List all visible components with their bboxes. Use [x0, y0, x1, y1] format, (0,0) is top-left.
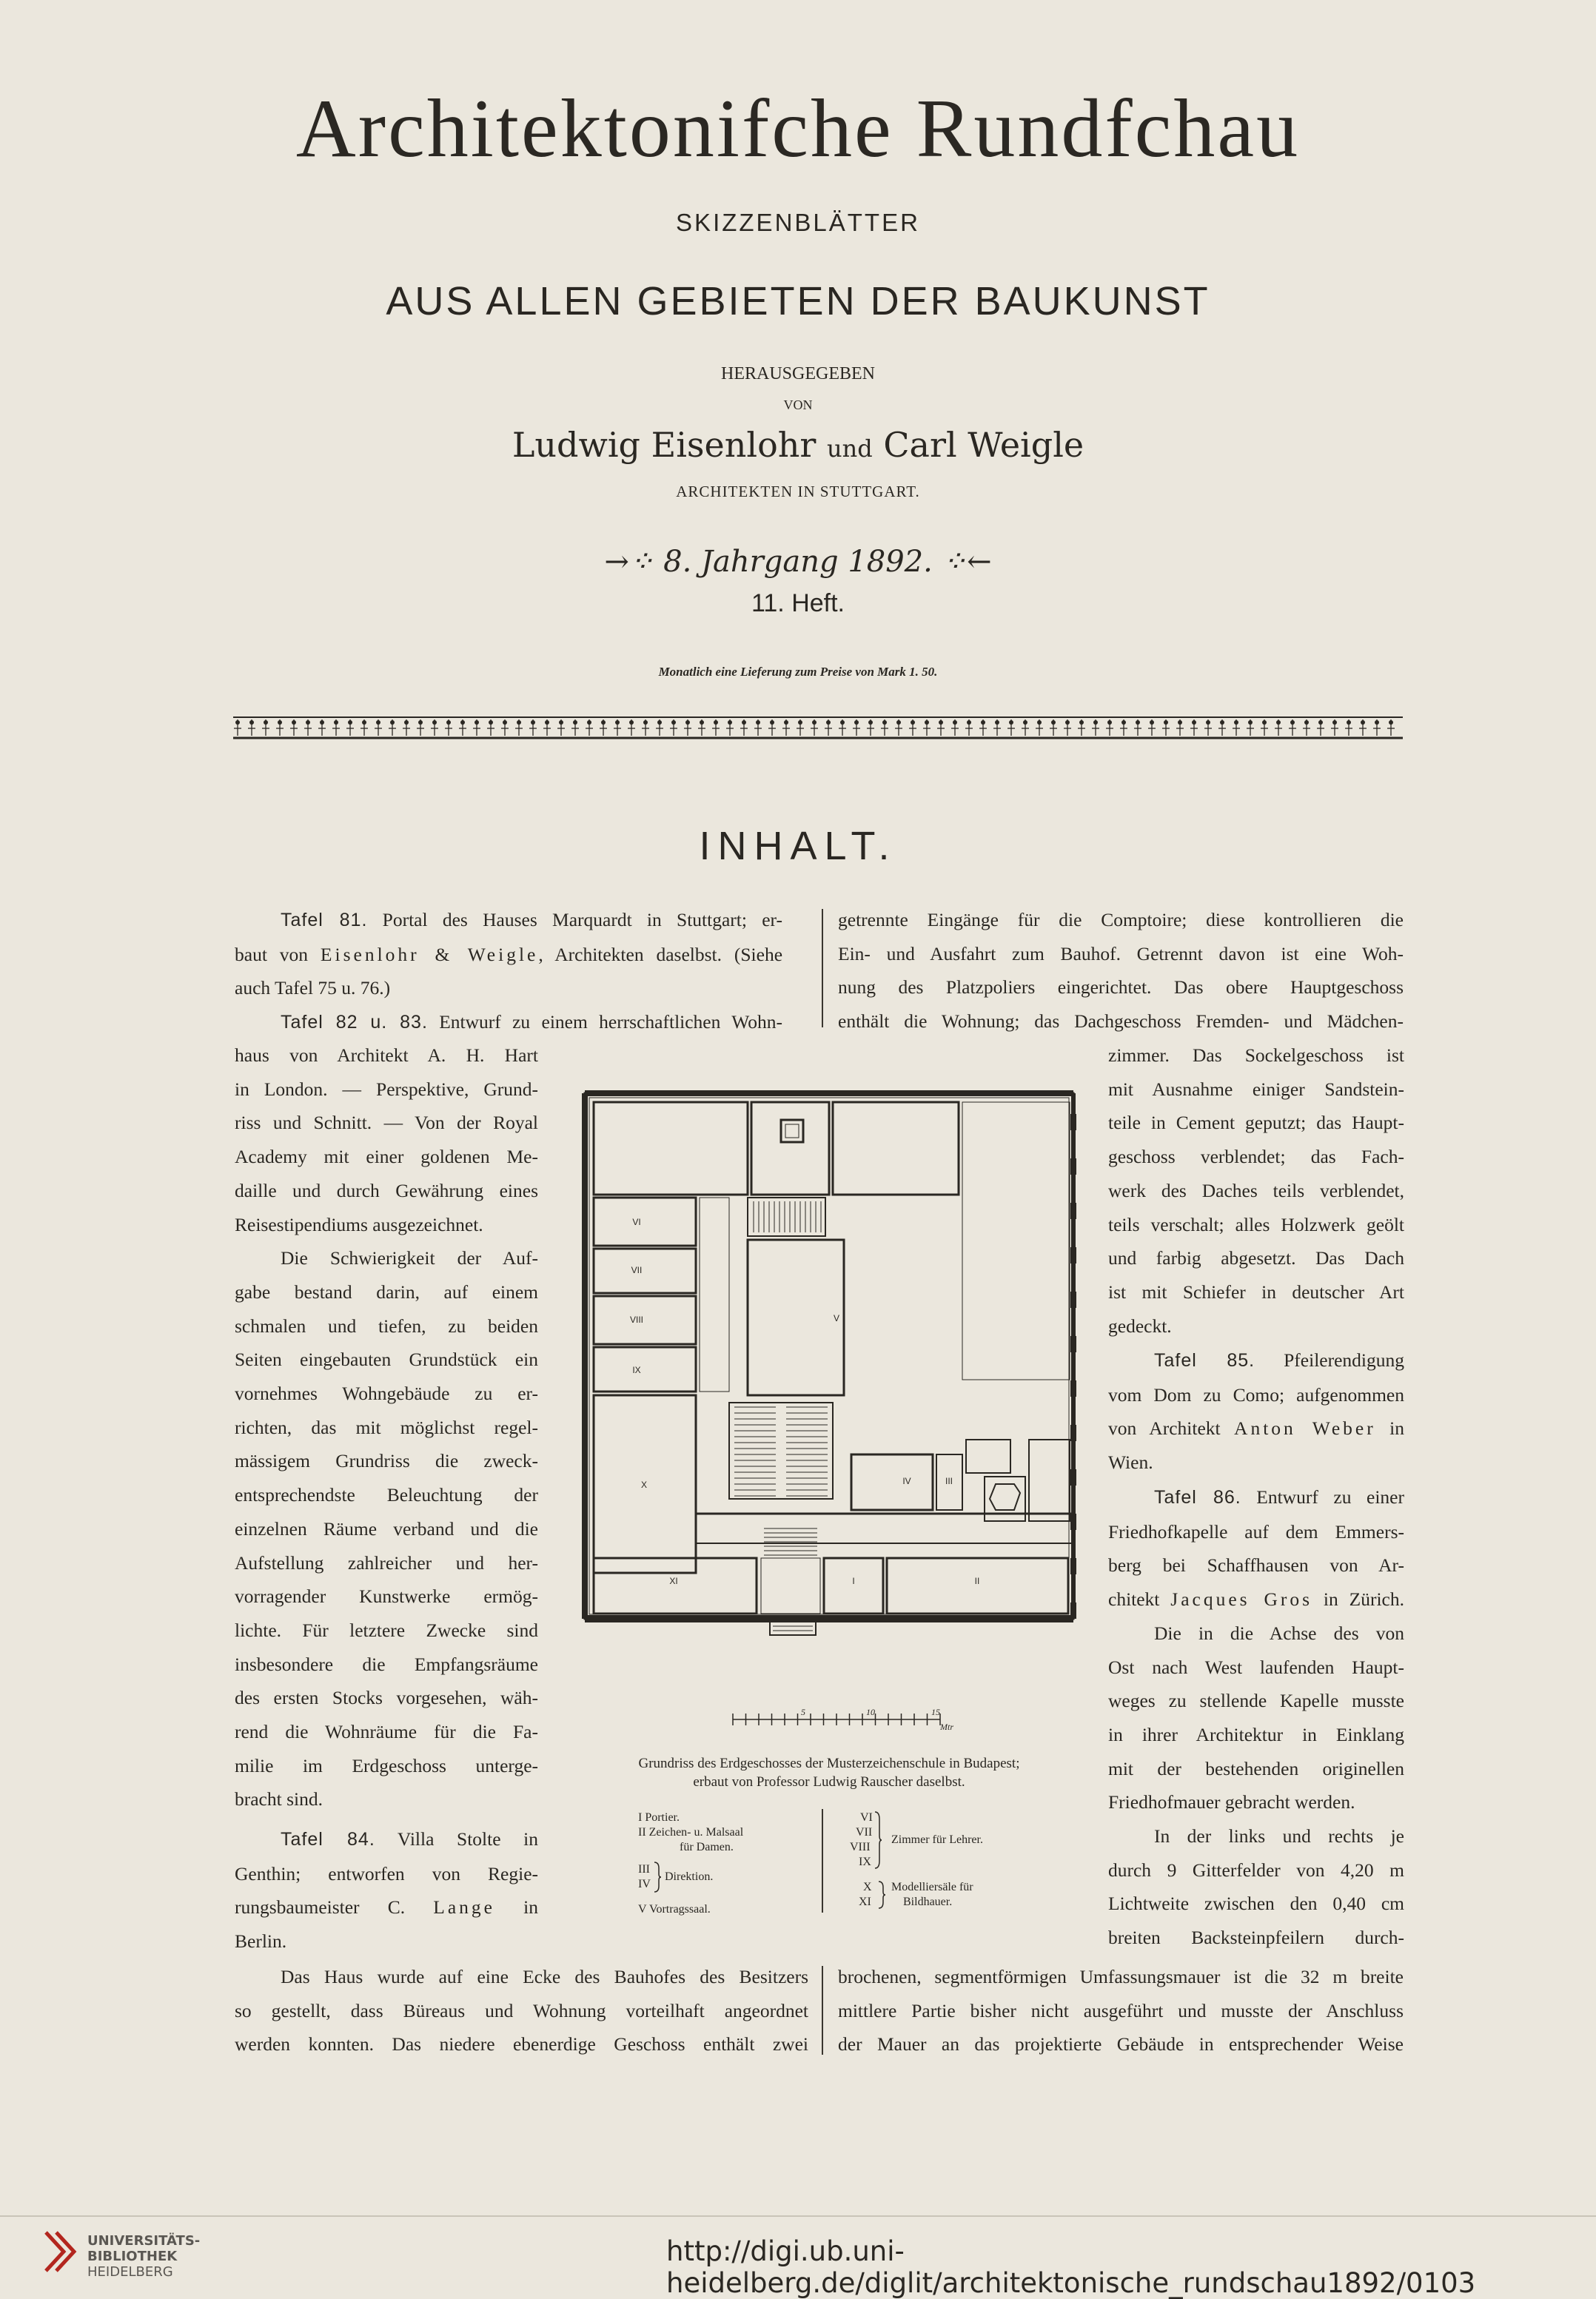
- border-ornament: [1192, 720, 1196, 725]
- border-ornament: [278, 720, 282, 725]
- legend-item-viii: VIII: [850, 1841, 871, 1853]
- window-mark: [1070, 1158, 1076, 1175]
- tafel-85-label: Tafel 85.: [1154, 1350, 1255, 1371]
- brace-icon: [877, 1880, 886, 1910]
- text-line: mit der bestehenden originellen: [1108, 1757, 1404, 1779]
- border-ornament: [446, 720, 451, 725]
- tafel-85-architect: Anton Weber: [1234, 1417, 1376, 1440]
- text-line: Das Haus wurde auf eine Ecke des Bauhofes des Besitzers: [281, 1966, 808, 1987]
- window-mark: [1070, 1336, 1076, 1352]
- border-ornament: [1206, 720, 1210, 725]
- text-line: mit Ausnahme einiger Sandstein-: [1108, 1078, 1404, 1100]
- text-line: lichte. Für letztere Zwecke sind: [235, 1619, 538, 1641]
- border-ornament: [1023, 720, 1027, 725]
- brace-icon: [874, 1810, 882, 1870]
- border-ornament: [362, 720, 366, 725]
- scale-label-15: 15: [931, 1707, 940, 1717]
- border-ornament: [1318, 720, 1323, 725]
- legend-item-iii: III: [638, 1863, 650, 1876]
- text-line: durch 9 Gitterfelder von 4,20 m: [1108, 1859, 1404, 1881]
- legend-bildhauer: Bildhauer.: [903, 1896, 953, 1908]
- border-ornament: [925, 720, 929, 725]
- contents-right-wrap: [1108, 1038, 1404, 1343]
- tafel-81-text-c: , Architekten daselbst. (Siehe: [538, 943, 783, 965]
- border-ornament: [939, 720, 943, 725]
- border-ornament: [390, 720, 395, 725]
- editor-eisenlohr: Ludwig Eisenlohr: [512, 425, 817, 465]
- border-ornament: [1234, 720, 1238, 725]
- border-ornament: [573, 720, 577, 725]
- border-ornament: [306, 720, 310, 725]
- contents-right-top: [838, 903, 1404, 1038]
- text-line: der Mauer an das projektierte Gebäude in entsprechender Weise: [838, 2033, 1404, 2055]
- border-ornament: [756, 720, 760, 725]
- window-mark: [985, 1616, 1004, 1622]
- border-ornament: [714, 720, 718, 725]
- text-line: werden konnten. Das niedere ebenerdige Geschoss enthält zwei: [235, 2033, 808, 2055]
- room-label-v: V: [833, 1313, 840, 1323]
- text-line: gedeckt.: [1108, 1315, 1172, 1337]
- border-ornament: [545, 720, 549, 725]
- text-line: daille und durch Gewährung eines: [235, 1179, 538, 1201]
- border-ornament: [798, 720, 802, 725]
- border-ornament: [1276, 720, 1281, 725]
- room-label-xi: XI: [669, 1576, 678, 1586]
- tafel-85-text-c2: in: [1375, 1417, 1404, 1440]
- library-name: [87, 2233, 200, 2280]
- volume-year: [0, 545, 1596, 579]
- text-line: weges zu stellende Kapelle musste: [1108, 1690, 1404, 1712]
- text-line: breiten Backsteinpfeilern durch-: [1108, 1927, 1404, 1949]
- tafel-85-text-c: von Architekt: [1108, 1417, 1235, 1440]
- text-line: schmalen und tiefen, zu beiden: [235, 1315, 538, 1337]
- caption-line-2: erbaut von Professor Ludwig Rauscher daselbst.: [693, 1774, 965, 1790]
- library-name-line: UNIVERSITÄTS-: [87, 2233, 201, 2249]
- legend-item-i: I Portier.: [638, 1811, 680, 1824]
- footer-divider: [0, 2215, 1596, 2217]
- window-mark: [1070, 1380, 1076, 1397]
- contents-right-bottom: [838, 1960, 1404, 2061]
- text-line: entsprechendste Beleuchtung der: [235, 1484, 538, 1506]
- border-ornament: [601, 720, 606, 725]
- figure-caption: [548, 1754, 1110, 1791]
- window-mark: [582, 1425, 588, 1441]
- tafel-84-label: Tafel 84.: [281, 1829, 375, 1850]
- ornament-left-icon: →⁘: [604, 545, 664, 579]
- contents-heading: INHALT.: [699, 824, 897, 868]
- text-line: Aufstellung zahlreicher und her-: [235, 1551, 538, 1574]
- window-mark: [851, 1616, 871, 1622]
- tafel-86-label: Tafel 86.: [1154, 1487, 1241, 1508]
- border-ornament: [531, 720, 535, 725]
- window-mark: [582, 1203, 588, 1219]
- border-ornament: [812, 720, 817, 725]
- border-ornament: [882, 720, 887, 725]
- window-mark: [851, 1090, 871, 1096]
- text-line: chitekt: [1108, 1588, 1171, 1611]
- tafel-81-text-b: baut von: [235, 943, 321, 965]
- text-line: mässigem Grundriss die zweck-: [235, 1450, 538, 1472]
- border-ornament: [643, 720, 648, 725]
- border-ornament: [1121, 720, 1126, 725]
- border-ornament: [657, 720, 662, 725]
- window-mark: [582, 1558, 588, 1574]
- border-ornament: [475, 720, 479, 725]
- von-label: VON: [783, 397, 813, 412]
- caption-line-1: Grundriss des Erdgeschosses der Musterzeichenschule in Budapest;: [638, 1756, 1020, 1771]
- text-line: brochenen, segmentförmigen Umfassungsmauer ist die 32 m breite: [838, 1966, 1404, 1987]
- text-line: milie im Erdgeschoss unterge-: [235, 1754, 538, 1776]
- border-ornament: [840, 720, 845, 725]
- tafel-84-block: [235, 1822, 538, 1959]
- window-mark: [1070, 1247, 1076, 1263]
- text-line: bracht sind.: [235, 1788, 323, 1810]
- text-line: in Zürich.: [1312, 1588, 1404, 1611]
- border-ornament: [1164, 720, 1168, 725]
- border-ornament: [1361, 720, 1365, 725]
- room-label-x: X: [640, 1480, 648, 1490]
- legend-zimmer-lehrer: Zimmer für Lehrer.: [891, 1833, 983, 1846]
- legend-item-vi: VI: [860, 1811, 873, 1824]
- border-ornament: [770, 720, 774, 725]
- border-ornament: [292, 720, 296, 725]
- text-line: gabe bestand darin, auf einem: [235, 1281, 538, 1303]
- text-line: Friedhofkapelle auf dem Emmers-: [1108, 1520, 1404, 1543]
- border-ornament: [503, 720, 507, 725]
- issue-number: 11. Heft.: [751, 589, 845, 617]
- text-line: Die in die Achse des von: [1154, 1622, 1404, 1644]
- legend-item-ix: IX: [859, 1856, 871, 1868]
- border-ornament: [1347, 720, 1351, 725]
- border-ornament: [235, 720, 240, 725]
- legend-item-xi: XI: [859, 1896, 871, 1908]
- legend-divider: [822, 1809, 823, 1913]
- tafel-81-label: Tafel 81.: [281, 910, 368, 930]
- border-ornament: [1150, 720, 1154, 725]
- tafel-86-text: Entwurf zu einer: [1241, 1486, 1404, 1508]
- border-ornament: [671, 720, 676, 725]
- text-line: ist mit Schiefer in deutscher Art: [1108, 1281, 1404, 1303]
- room-label-iii: III: [945, 1476, 953, 1486]
- text-line: einzelnen Räume verband und die: [235, 1517, 538, 1540]
- window-mark: [1070, 1514, 1076, 1530]
- contents-left-top: [235, 903, 782, 1040]
- border-ornament: [489, 720, 493, 725]
- border-ornament: [559, 720, 563, 725]
- border-ornament: [320, 720, 324, 725]
- legend-item-ii: II Zeichen- u. Malsaal: [638, 1826, 744, 1839]
- tafel-85-block: [1108, 1343, 1404, 1480]
- window-mark: [674, 1616, 693, 1622]
- window-mark: [1070, 1602, 1076, 1619]
- text-line: in London. — Perspektive, Grund-: [235, 1078, 538, 1100]
- border-ornament: [432, 720, 437, 725]
- border-ornament: [376, 720, 380, 725]
- text-line: zimmer. Das Sockelgeschoss ist: [1108, 1044, 1404, 1066]
- border-ornament: [1093, 720, 1098, 725]
- window-mark: [614, 1090, 634, 1096]
- border-ornament: [685, 720, 690, 725]
- text-line: des ersten Stocks vorgesehen, wäh-: [235, 1687, 538, 1709]
- editors: [0, 425, 1596, 465]
- ornament-right-icon: ⁘←: [932, 545, 992, 579]
- tafel-84-text-b: Genthin; entworfen von Regie-: [235, 1862, 538, 1884]
- border-ornament: [1037, 720, 1042, 725]
- window-mark: [1070, 1203, 1076, 1219]
- border-ornament: [517, 720, 521, 725]
- room-label-i: I: [852, 1576, 855, 1586]
- column-divider: [822, 1966, 823, 2055]
- border-ornament: [1332, 720, 1337, 725]
- scale-label-10: 10: [866, 1707, 875, 1717]
- legend-item-x: X: [863, 1881, 872, 1893]
- text-line: Reisestipendiums ausgezeichnet.: [235, 1213, 483, 1235]
- text-line: mittlere Partie bisher nicht ausgeführt und musste der Anschluss: [838, 1999, 1404, 2021]
- library-name-line: HEIDELBERG: [87, 2264, 173, 2280]
- border-ornament: [1079, 720, 1084, 725]
- tafel-84-text: Villa Stolte in: [375, 1828, 538, 1850]
- border-ornament: [826, 720, 831, 725]
- border-ornament: [1304, 720, 1309, 725]
- border-ornament: [1290, 720, 1295, 725]
- window-mark: [582, 1292, 588, 1308]
- window-mark: [1070, 1114, 1076, 1130]
- text-line: getrennte Eingänge für die Comptoire; diese kontrollieren die: [838, 909, 1404, 930]
- border-ornament: [981, 720, 985, 725]
- border-ornament: [460, 720, 465, 725]
- tafel-85-text-b: vom Dom zu Como; aufgenommen: [1108, 1383, 1404, 1406]
- text-line: Ein- und Ausfahrt zum Bauhof. Getrennt davon ist eine Woh-: [838, 942, 1404, 964]
- contents-left-bottom: [235, 1960, 808, 2061]
- tafel-84-architect: Lange: [433, 1896, 495, 1919]
- text-line: teile in Cement geputzt; das Haupt-: [1108, 1112, 1404, 1134]
- source-url-link[interactable]: http://digi.ub.uni-heidelberg.de/diglit/architektonische_rundschau1892/0103: [666, 2235, 1476, 2299]
- text-line: enthält die Wohnung; das Dachgeschoss Fremden- und Mädchen-: [838, 1010, 1404, 1033]
- tafel-84-text-d: Berlin.: [235, 1930, 287, 1953]
- border-ornament: [264, 720, 268, 725]
- tafel-81-text: Portal des Hauses Marquardt in Stuttgart; er-: [367, 909, 782, 930]
- column-divider: [822, 909, 823, 1027]
- editor-weigle: Carl Weigle: [883, 425, 1084, 465]
- text-line: Seiten eingebauten Grundstück ein: [235, 1349, 538, 1371]
- tafel-81-text-d: auch Tafel 75 u. 76.): [235, 977, 391, 999]
- text-line: nung des Platzpoliers eingerichtet. Das obere Hauptgeschoss: [838, 976, 1404, 999]
- text-line: In der links und rechts je: [1154, 1825, 1404, 1847]
- window-mark: [911, 1090, 930, 1096]
- contents-left-wrap: [235, 1038, 538, 1816]
- window-mark: [614, 1616, 634, 1622]
- text-line: riss und Schnitt. — Von der Royal: [235, 1112, 538, 1134]
- floor-plan-figure: [570, 1084, 1088, 1737]
- tafel-81-architects: Eisenlohr & Weigle: [320, 943, 539, 965]
- window-mark: [582, 1247, 588, 1263]
- border-ornament: [854, 720, 859, 725]
- subtitle-skizzenblaetter: SKIZZENBLÄTTER: [676, 209, 920, 236]
- window-mark: [582, 1514, 588, 1530]
- editor-profession: ARCHITEKTEN IN STUTTGART.: [676, 483, 920, 500]
- border-ornament: [967, 720, 971, 725]
- price-note: Monatlich eine Lieferung zum Preise von Mark 1. 50.: [658, 665, 938, 679]
- legend-item-vii: VII: [856, 1826, 873, 1839]
- border-ornament: [1248, 720, 1253, 725]
- border-ornament: [418, 720, 423, 725]
- window-mark: [582, 1380, 588, 1397]
- tafel-82-text: Entwurf zu einem herrschaftlichen Wohn-: [427, 1011, 783, 1033]
- border-ornament: [784, 720, 788, 725]
- text-line: in ihrer Architektur in Einklang: [1108, 1723, 1404, 1745]
- room-label-vi: VI: [632, 1217, 641, 1227]
- text-line: Lichtweite zwischen den 0,40 cm: [1108, 1893, 1404, 1915]
- legend-item-iv: IV: [638, 1878, 651, 1890]
- window-mark: [1070, 1425, 1076, 1441]
- text-line: berg bei Schaffhausen von Ar-: [1108, 1554, 1404, 1577]
- border-ornament: [868, 720, 873, 725]
- window-mark: [1070, 1292, 1076, 1308]
- window-mark: [582, 1336, 588, 1352]
- brace-icon: [653, 1861, 662, 1893]
- border-ornament: [1220, 720, 1224, 725]
- room-label-ii: II: [974, 1576, 980, 1586]
- scale-label-5: 5: [801, 1707, 805, 1717]
- border-ornament: [742, 720, 746, 725]
- library-name-line: BIBLIOTHEK: [87, 2249, 178, 2264]
- border-ornament: [1178, 720, 1182, 725]
- tafel-85-text-d: Wien.: [1108, 1451, 1153, 1474]
- room-label-ix: IX: [632, 1365, 641, 1375]
- text-line: Friedhofmauer gebracht werden.: [1108, 1791, 1355, 1813]
- border-ornament: [249, 720, 254, 725]
- year-text: 8. Jahrgang 1892.: [663, 545, 933, 579]
- room-label-iv: IV: [902, 1476, 911, 1486]
- text-line: geschoss verblendet; das Fach-: [1108, 1146, 1404, 1168]
- border-ornament: [1009, 720, 1013, 725]
- legend-item-v: V Vortragssaal.: [638, 1903, 711, 1916]
- border-ornament: [1262, 720, 1267, 725]
- text-line: werk des Daches teils verblendet,: [1108, 1179, 1404, 1201]
- text-line: haus von Architekt A. H. Hart: [235, 1044, 538, 1066]
- tafel-86-block: [1108, 1480, 1404, 1955]
- window-mark: [674, 1090, 693, 1096]
- border-ornament: [404, 720, 409, 725]
- window-mark: [1070, 1558, 1076, 1574]
- text-line: teils verschalt; alles Holzwerk geölt: [1108, 1213, 1404, 1235]
- window-mark: [582, 1114, 588, 1130]
- room-label-viii: VIII: [629, 1315, 644, 1325]
- journal-title: Architektonifche Rundfchau: [295, 83, 1301, 175]
- legend-modelliersaele: Modelliersäle für: [891, 1881, 973, 1893]
- window-mark: [582, 1158, 588, 1175]
- text-line: rend die Wohnräume für die Fa-: [235, 1721, 538, 1743]
- border-ornament: [728, 720, 732, 725]
- text-line: und farbig abgesetzt. Das Dach: [1108, 1247, 1404, 1269]
- text-line: Academy mit einer goldenen Me-: [235, 1146, 538, 1168]
- tafel-86-architect: Jacques Gros: [1170, 1588, 1313, 1611]
- subtitle-baukunst: AUS ALLEN GEBIETEN DER BAUKUNST: [386, 279, 1210, 323]
- editor-label: HERAUSGEGEBEN: [721, 364, 875, 383]
- window-mark: [1029, 1616, 1048, 1622]
- window-mark: [985, 1090, 1004, 1096]
- text-line: vorragender Kunstwerke ermög-: [235, 1585, 538, 1608]
- window-mark: [911, 1616, 930, 1622]
- scale-label-unit: Mtr: [940, 1722, 953, 1732]
- border-ornament: [953, 720, 957, 725]
- legend-direktion: Direktion.: [665, 1870, 714, 1883]
- window-mark: [582, 1602, 588, 1619]
- border-ornament: [334, 720, 338, 725]
- border-ornament: [700, 720, 704, 725]
- ornamental-border-icon: [233, 715, 1403, 740]
- border-ornament: [1065, 720, 1070, 725]
- border-ornament: [911, 720, 915, 725]
- tafel-84-text-c2: in: [494, 1896, 538, 1919]
- tafel-84-text-c: rungsbaumeister C.: [235, 1896, 434, 1919]
- border-ornament: [995, 720, 999, 725]
- text-line: so gestellt, dass Büreaus und Wohnung vorteilhaft angeordnet: [235, 1999, 808, 2021]
- legend-item-ii-cont: für Damen.: [680, 1841, 734, 1853]
- border-ornament: [1051, 720, 1056, 725]
- text-line: Die Schwierigkeit der Auf-: [281, 1247, 538, 1269]
- window-mark: [582, 1469, 588, 1486]
- border-ornament: [1107, 720, 1112, 725]
- room-label-vii: VII: [631, 1265, 643, 1275]
- border-ornament: [629, 720, 634, 725]
- window-mark: [1029, 1090, 1048, 1096]
- text-line: Ost nach West laufenden Haupt-: [1108, 1656, 1404, 1678]
- border-ornament: [1389, 720, 1393, 725]
- border-ornament: [615, 720, 620, 725]
- border-ornament: [1136, 720, 1140, 725]
- tafel-82-label: Tafel 82 u. 83.: [281, 1012, 428, 1033]
- border-ornament: [1375, 720, 1379, 725]
- window-mark: [1070, 1469, 1076, 1486]
- tafel-85-text: Pfeilerendigung: [1255, 1349, 1404, 1371]
- editor-and: und: [827, 434, 873, 463]
- text-line: richten, das mit möglichst regel-: [235, 1416, 538, 1438]
- border-ornament: [587, 720, 591, 725]
- border-ornament: [896, 720, 901, 725]
- border-ornament: [348, 720, 352, 725]
- text-line: insbesondere die Empfangsräume: [235, 1653, 538, 1675]
- text-line: vornehmes Wohngebäude zu er-: [235, 1383, 538, 1405]
- library-logo-icon: [41, 2229, 81, 2274]
